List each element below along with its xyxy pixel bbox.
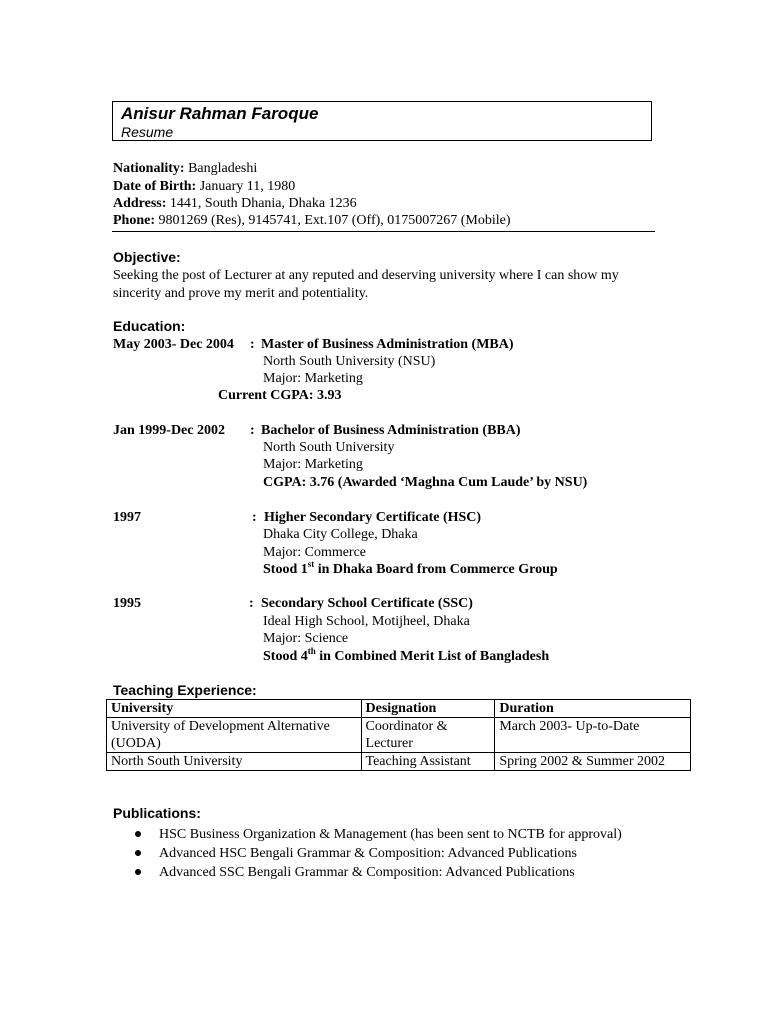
bullet-icon (135, 850, 141, 856)
education-date: Jan 1999-Dec 2002 (113, 423, 225, 438)
objective-heading: Objective: (113, 249, 181, 265)
table-cell: Spring 2002 & Summer 2002 (495, 753, 691, 771)
dob-value: January 11, 1980 (199, 179, 296, 194)
table-cell: University of Development Alternative (UODA) (107, 718, 362, 753)
education-degree: Secondary School Certificate (SSC) (261, 596, 473, 611)
nationality-line (113, 160, 257, 177)
table-cell: March 2003- Up-to-Date (495, 718, 691, 753)
education-major: Major: Marketing (263, 371, 363, 386)
column-header: Duration (495, 700, 691, 718)
education-major: Major: Marketing (263, 457, 363, 472)
phone-label: Phone: (113, 213, 155, 228)
education-colon: : (252, 510, 257, 525)
address-value: 1441, South Dhania, Dhaka 1236 (169, 196, 357, 211)
title-box (112, 101, 652, 141)
table-cell: North South University (107, 753, 362, 771)
education-colon: : (249, 596, 254, 611)
address-label: Address: (113, 196, 167, 211)
column-header: Designation (361, 700, 495, 718)
teaching-table (106, 699, 691, 771)
column-header: University (107, 700, 362, 718)
education-degree: Bachelor of Business Administration (BBA) (261, 423, 521, 438)
phone-value: 9801269 (Res), 9145741, Ext.107 (Off), 0175007267 (Mobile) (158, 213, 511, 228)
divider-line (112, 231, 655, 232)
education-result: CGPA: 3.76 (Awarded ‘Maghna Cum Laude’ by NSU) (263, 475, 588, 490)
list-item: Advanced SSC Bengali Grammar & Composition: Advanced Publications (133, 863, 622, 882)
bullet-icon (135, 831, 141, 837)
table-row (107, 753, 691, 771)
table-cell: Coordinator & Lecturer (361, 718, 495, 753)
education-date: 1997 (113, 510, 141, 525)
education-major: Major: Science (263, 631, 349, 646)
education-date: May 2003- Dec 2004 (113, 337, 234, 352)
objective-text: Seeking the post of Lecturer at any reputed and deserving university where I can show my sincerity and prove my merit and potentiality. (113, 268, 619, 301)
education-institution: North South University (NSU) (263, 354, 436, 369)
nationality-value: Bangladeshi (188, 161, 258, 176)
table-row (107, 718, 691, 753)
table-cell: Teaching Assistant (361, 753, 495, 771)
dob-label: Date of Birth: (113, 179, 197, 194)
education-result: Current CGPA: 3.93 (218, 388, 342, 403)
bullet-icon (135, 869, 141, 875)
education-colon: : (250, 337, 255, 352)
list-item: HSC Business Organization & Management (has been sent to NCTB for approval) (133, 825, 622, 844)
table-header-row (107, 700, 691, 718)
publications-list (133, 825, 622, 882)
education-institution: Ideal High School, Motijheel, Dhaka (263, 614, 470, 629)
education-institution: North South University (263, 440, 395, 455)
address-line (113, 195, 357, 212)
publications-heading: Publications: (113, 805, 201, 821)
dob-line (113, 178, 295, 195)
education-date: 1995 (113, 596, 141, 611)
candidate-name: Anisur Rahman Faroque (121, 104, 319, 123)
education-degree: Higher Secondary Certificate (HSC) (264, 510, 482, 525)
education-institution: Dhaka City College, Dhaka (263, 527, 418, 542)
education-colon: : (250, 423, 255, 438)
education-result: Stood 1st in Dhaka Board from Commerce Group (263, 559, 558, 577)
education-major: Major: Commerce (263, 545, 367, 560)
education-heading: Education: (113, 318, 186, 334)
list-item: Advanced HSC Bengali Grammar & Composition: Advanced Publications (133, 844, 622, 863)
phone-line (113, 212, 511, 229)
education-result: Stood 4th in Combined Merit List of Bangladesh (263, 646, 550, 664)
education-degree: Master of Business Administration (MBA) (261, 337, 514, 352)
teaching-heading: Teaching Experience: (113, 682, 257, 698)
nationality-label: Nationality: (113, 161, 185, 176)
document-subtitle: Resume (121, 124, 174, 140)
